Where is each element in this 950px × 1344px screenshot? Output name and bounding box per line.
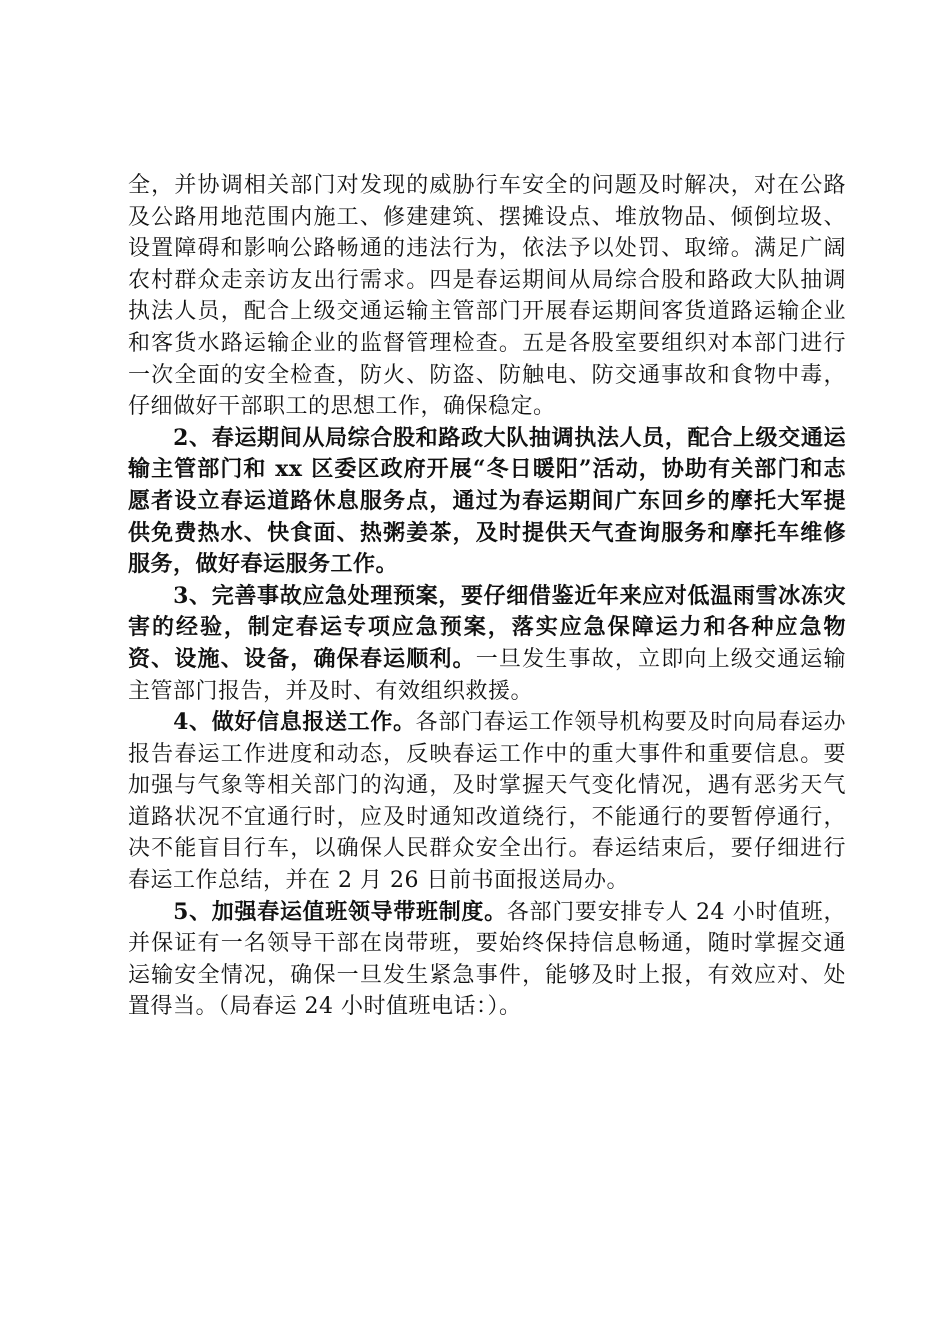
paragraph-3-heading: 3、完善事故应急处理预案，要仔细借鉴近年来应对低温雨雪冰冻灾害的经验，制定春运专项应急预案，落实应急保障运力和各种应急物资、设施、设备，确保春运顺利。 <box>128 582 846 672</box>
paragraph-2 <box>128 423 846 581</box>
paragraph-5-heading: 5、加强春运值班领导带班制度。 <box>173 898 507 925</box>
paragraph-4-text: 各部门春运工作领导机构要及时向局春运办报告春运工作进度和动态，反映春运工作中的重大事件和重要信息。要加强与气象等相关部门的沟通，及时掌握天气变化情况，遇有恶劣天气道路状况不宜通行时，应及时通知改道绕行，不能通行的要暂停通行，决不能盲目行车，以确保人民群众安全出行。春运结束后，要仔细进行春运工作总结，并在 2 月 26 日前书面报送局办。 <box>128 710 846 894</box>
paragraph-4-heading: 4、做好信息报送工作。 <box>173 709 416 736</box>
paragraph-1-text: 全，并协调相关部门对发现的威胁行车安全的问题及时解决，对在公路及公路用地范围内施工、修建建筑、摆摊设点、堆放物品、倾倒垃圾、设置障碍和影响公路畅通的违法行为，依法予以处罚、取缔。满足广阔农村群众走亲访友出行需求。四是春运期间从局综合股和路政大队抽调执法人员，配合上级交通运输主管部门开展春运期间客货道路运输企业和客货水路运输企业的监督管理检查。五是各股室要组织对本部门进行一次全面的安全检查，防火、防盗、防触电、防交通事故和食物中毒，仔细做好干部职工的思想工作，确保稳定。 <box>128 173 846 420</box>
paragraph-5-text: 各部门要安排专人 24 小时值班，并保证有一名领导干部在岗带班，要始终保持信息畅通，随时掌握交通运输安全情况，确保一旦发生紧急事件，能够及时上报，有效应对、处置得当。（局春运 24 小时值班电话：）。 <box>128 899 847 1020</box>
paragraph-1 <box>128 170 846 423</box>
paragraph-3-text: 一旦发生事故，立即向上级交通运输主管部门报告，并及时、有效组织救援。 <box>128 646 846 704</box>
document-page <box>128 170 846 1023</box>
paragraph-4 <box>128 707 846 897</box>
paragraph-5 <box>128 897 846 1023</box>
paragraph-2-heading: 2、春运期间从局综合股和路政大队抽调执法人员，配合上级交通运输主管部门和 xx 区委区政府开展“冬日暖阳”活动，协助有关部门和志愿者设立春运道路休息服务点，通过为春运期间广东回乡的摩托大军提供免费热水、快食面、热粥姜茶，及时提供天气查询服务和摩托车维修服务，做好春运服务工作。 <box>128 424 846 578</box>
paragraph-3 <box>128 581 846 707</box>
